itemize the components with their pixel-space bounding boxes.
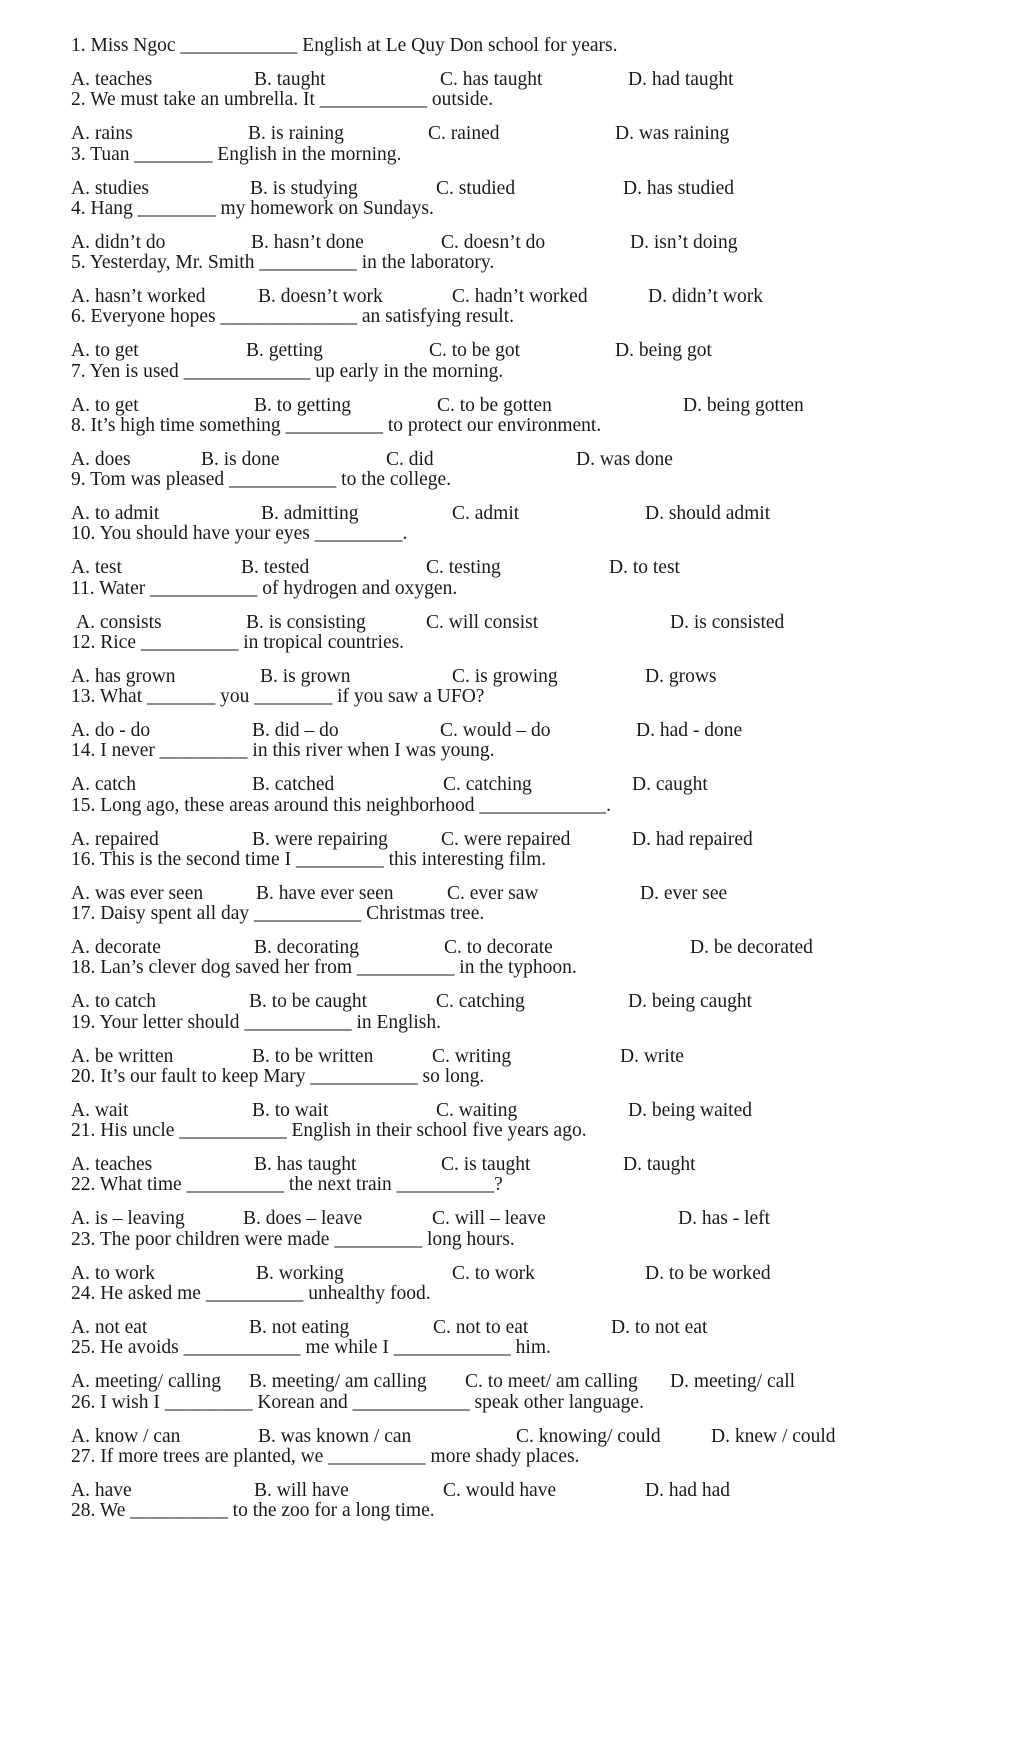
question-text: 1. Miss Ngoc ____________ English at Le Quy Don school for years. <box>71 35 618 56</box>
answer-option-b: B. to be written <box>252 1046 374 1067</box>
answer-option-b: B. hasn’t done <box>251 232 364 253</box>
answer-option-d: D. was done <box>576 449 673 470</box>
answer-option-d: D. ever see <box>640 883 728 904</box>
answer-option-d: D. being got <box>615 340 712 361</box>
answer-option-a: A. to get <box>71 395 139 416</box>
answer-option-b: B. does – leave <box>243 1208 363 1229</box>
answer-option-a: A. teaches <box>71 69 153 90</box>
answer-option-d: D. has - left <box>678 1208 771 1229</box>
question-text: 13. What _______ you ________ if you saw a UFO? <box>71 686 485 707</box>
answer-option-d: D. caught <box>632 774 708 795</box>
question-27 <box>0 1446 1024 1507</box>
question-6 <box>0 306 1024 367</box>
question-23 <box>0 1229 1024 1290</box>
question-20 <box>0 1066 1024 1127</box>
answer-option-b: B. getting <box>246 340 323 361</box>
answer-option-d: D. has studied <box>623 178 735 199</box>
answer-option-a: A. didn’t do <box>71 232 166 253</box>
answer-option-a: A. catch <box>71 774 136 795</box>
question-22 <box>0 1174 1024 1235</box>
answer-option-b: B. meeting/ am calling <box>249 1371 427 1392</box>
question-text: 23. The poor children were made _________ long hours. <box>71 1229 515 1250</box>
answer-option-c: C. hadn’t worked <box>452 286 588 307</box>
answer-option-a: A. wait <box>71 1100 129 1121</box>
answer-option-c: C. would – do <box>440 720 551 741</box>
question-9 <box>0 469 1024 530</box>
answer-option-a: A. meeting/ calling <box>71 1371 222 1392</box>
answer-option-b: B. to getting <box>254 395 351 416</box>
answer-option-c: C. will – leave <box>432 1208 546 1229</box>
question-text: 16. This is the second time I _________ this interesting film. <box>71 849 547 870</box>
question-19 <box>0 1012 1024 1073</box>
question-text: 24. He asked me __________ unhealthy food. <box>71 1283 431 1304</box>
answer-option-c: C. to be got <box>429 340 520 361</box>
answer-option-c: C. ever saw <box>447 883 539 904</box>
question-text: 20. It’s our fault to keep Mary ___________ so long. <box>71 1066 485 1087</box>
answer-option-a: A. consists <box>76 612 162 633</box>
answer-option-d: D. being caught <box>628 991 753 1012</box>
question-16 <box>0 849 1024 910</box>
answer-option-d: D. had taught <box>628 69 734 90</box>
answer-option-a: A. teaches <box>71 1154 153 1175</box>
question-text: 28. We __________ to the zoo for a long time. <box>71 1500 435 1521</box>
answer-option-d: D. being gotten <box>683 395 804 416</box>
question-3 <box>0 144 1024 205</box>
answer-option-d: D. to not eat <box>611 1317 708 1338</box>
answer-option-a: A. has grown <box>71 666 176 687</box>
answer-option-a: A. test <box>71 557 122 578</box>
question-25 <box>0 1337 1024 1398</box>
answer-option-b: B. will have <box>254 1480 349 1501</box>
answer-option-d: D. taught <box>623 1154 696 1175</box>
answer-option-b: B. taught <box>254 69 326 90</box>
question-text: 11. Water ___________ of hydrogen and oxygen. <box>71 578 458 599</box>
answer-option-c: C. to work <box>452 1263 535 1284</box>
answer-option-b: B. is done <box>201 449 280 470</box>
answer-option-c: C. would have <box>443 1480 557 1501</box>
answer-option-d: D. was raining <box>615 123 730 144</box>
question-text: 5. Yesterday, Mr. Smith __________ in the laboratory. <box>71 252 495 273</box>
answer-option-b: B. admitting <box>261 503 359 524</box>
answer-option-a: A. know / can <box>71 1426 181 1447</box>
question-text: 17. Daisy spent all day ___________ Christmas tree. <box>71 903 485 924</box>
question-2 <box>0 89 1024 150</box>
answer-option-c: C. is taught <box>441 1154 531 1175</box>
answer-option-c: C. knowing/ could <box>516 1426 661 1447</box>
answer-option-c: C. doesn’t do <box>441 232 546 253</box>
answer-option-c: C. not to eat <box>433 1317 529 1338</box>
answer-option-a: A. to catch <box>71 991 157 1012</box>
answer-option-d: D. to be worked <box>645 1263 771 1284</box>
answer-option-c: C. catching <box>443 774 532 795</box>
question-8 <box>0 415 1024 476</box>
question-text: 25. He avoids ____________ me while I ____________ him. <box>71 1337 551 1358</box>
question-5 <box>0 252 1024 313</box>
answer-option-d: D. to test <box>609 557 680 578</box>
answer-option-a: A. be written <box>71 1046 174 1067</box>
question-text: 12. Rice __________ in tropical countries. <box>71 632 405 653</box>
answer-option-c: C. did <box>386 449 434 470</box>
question-text: 27. If more trees are planted, we __________ more shady places. <box>71 1446 580 1467</box>
question-text: 14. I never _________ in this river when I was young. <box>71 740 495 761</box>
answer-option-c: C. rained <box>428 123 500 144</box>
question-text: 6. Everyone hopes ______________ an satisfying result. <box>71 306 515 327</box>
question-21 <box>0 1120 1024 1181</box>
answer-option-c: C. is growing <box>452 666 558 687</box>
answer-option-d: D. write <box>620 1046 684 1067</box>
answer-option-b: B. is consisting <box>246 612 366 633</box>
answer-option-c: C. were repaired <box>441 829 571 850</box>
answer-option-b: B. is grown <box>260 666 351 687</box>
question-text: 15. Long ago, these areas around this neighborhood _____________. <box>71 795 611 816</box>
answer-option-b: B. is raining <box>248 123 344 144</box>
answer-option-d: D. should admit <box>645 503 771 524</box>
answer-option-c: C. waiting <box>436 1100 518 1121</box>
answer-option-d: D. be decorated <box>690 937 813 958</box>
answer-option-b: B. was known / can <box>258 1426 412 1447</box>
answer-option-a: A. to admit <box>71 503 160 524</box>
question-13 <box>0 686 1024 747</box>
question-28 <box>0 1500 1024 1561</box>
answer-option-a: A. studies <box>71 178 149 199</box>
answer-option-a: A. not eat <box>71 1317 148 1338</box>
question-4 <box>0 198 1024 259</box>
answer-option-b: B. decorating <box>254 937 360 958</box>
answer-option-d: D. meeting/ call <box>670 1371 796 1392</box>
answer-option-d: D. being waited <box>628 1100 753 1121</box>
answer-option-b: B. not eating <box>249 1317 350 1338</box>
answer-option-b: B. doesn’t work <box>258 286 383 307</box>
answer-option-b: B. to wait <box>252 1100 329 1121</box>
question-text: 21. His uncle ___________ English in their school five years ago. <box>71 1120 587 1141</box>
answer-option-a: A. to get <box>71 340 139 361</box>
answer-option-d: D. is consisted <box>670 612 785 633</box>
answer-option-c: C. to decorate <box>444 937 553 958</box>
answer-option-a: A. was ever seen <box>71 883 204 904</box>
question-text: 9. Tom was pleased ___________ to the college. <box>71 469 452 490</box>
answer-option-a: A. hasn’t worked <box>71 286 206 307</box>
question-text: 18. Lan’s clever dog saved her from __________ in the typhoon. <box>71 957 577 978</box>
question-17 <box>0 903 1024 964</box>
answer-option-c: C. has taught <box>440 69 543 90</box>
answer-option-b: B. did – do <box>252 720 339 741</box>
question-24 <box>0 1283 1024 1344</box>
question-10 <box>0 523 1024 584</box>
answer-option-d: D. had - done <box>636 720 743 741</box>
answer-option-d: D. didn’t work <box>648 286 764 307</box>
answer-option-a: A. do - do <box>71 720 151 741</box>
answer-option-b: B. has taught <box>254 1154 357 1175</box>
answer-option-c: C. writing <box>432 1046 512 1067</box>
question-18 <box>0 957 1024 1018</box>
answer-option-d: D. had had <box>645 1480 731 1501</box>
answer-option-b: B. working <box>256 1263 344 1284</box>
question-text: 22. What time __________ the next train __________? <box>71 1174 503 1195</box>
question-text: 19. Your letter should ___________ in English. <box>71 1012 441 1033</box>
answer-option-a: A. have <box>71 1480 132 1501</box>
answer-option-b: B. to be caught <box>249 991 368 1012</box>
question-12 <box>0 632 1024 693</box>
answer-option-c: C. admit <box>452 503 520 524</box>
answer-option-a: A. does <box>71 449 131 470</box>
answer-option-c: C. studied <box>436 178 516 199</box>
answer-option-a: A. is – leaving <box>71 1208 185 1229</box>
answer-option-a: A. decorate <box>71 937 161 958</box>
answer-option-b: B. is studying <box>250 178 358 199</box>
answer-option-b: B. tested <box>241 557 310 578</box>
question-text: 4. Hang ________ my homework on Sundays. <box>71 198 434 219</box>
answer-option-d: D. knew / could <box>711 1426 836 1447</box>
question-26 <box>0 1392 1024 1453</box>
question-1 <box>0 35 1024 96</box>
question-text: 8. It’s high time something __________ to protect our environment. <box>71 415 602 436</box>
answer-option-d: D. had repaired <box>632 829 753 850</box>
answer-option-a: A. rains <box>71 123 133 144</box>
question-text: 10. You should have your eyes _________. <box>71 523 408 544</box>
answer-option-b: B. have ever seen <box>256 883 394 904</box>
answer-option-d: D. grows <box>645 666 717 687</box>
question-14 <box>0 740 1024 801</box>
answer-option-b: B. were repairing <box>252 829 388 850</box>
question-text: 7. Yen is used _____________ up early in the morning. <box>71 361 504 382</box>
question-text: 2. We must take an umbrella. It ___________ outside. <box>71 89 494 110</box>
question-text: 3. Tuan ________ English in the morning. <box>71 144 402 165</box>
answer-option-c: C. catching <box>436 991 525 1012</box>
question-15 <box>0 795 1024 856</box>
answer-option-d: D. isn’t doing <box>630 232 738 253</box>
answer-option-a: A. to work <box>71 1263 155 1284</box>
question-text: 26. I wish I _________ Korean and ____________ speak other language. <box>71 1392 644 1413</box>
answer-option-c: C. to meet/ am calling <box>465 1371 638 1392</box>
answer-option-c: C. testing <box>426 557 501 578</box>
answer-option-c: C. will consist <box>426 612 539 633</box>
answer-option-b: B. catched <box>252 774 335 795</box>
question-11 <box>0 578 1024 639</box>
answer-option-a: A. repaired <box>71 829 159 850</box>
answer-option-c: C. to be gotten <box>437 395 552 416</box>
question-7 <box>0 361 1024 422</box>
